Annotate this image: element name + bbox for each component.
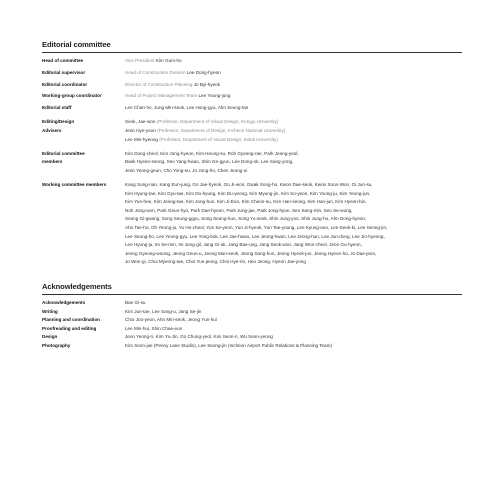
ack-row — [42, 308, 462, 317]
credit-row-committee-members — [42, 150, 462, 176]
ack-label: Planning and coordination — [42, 317, 100, 323]
role-note: Vice President — [125, 58, 155, 63]
adviser-line — [125, 127, 462, 136]
adviser-affiliation: (Professor, Department of Design, Incheon National University) — [157, 127, 286, 133]
credit-name: Kim Gum-ho — [155, 58, 182, 63]
credit-name: Lee Dong-hyeon — [186, 69, 221, 75]
ack-row — [42, 316, 462, 325]
editorial-committee-heading: Editorial committee — [42, 40, 111, 49]
member-line: Lee Hyung-ju, Im Se-min, Im Jong-gil, Jang Gi-uk, Jang Bae-ung, Jang Seok-won, Jang Won-cheol, Jeon Gu-hyeon, — [125, 242, 362, 248]
credit-label: Working committee members — [42, 182, 107, 188]
ack-label: Writing — [42, 308, 58, 314]
member-line: Jo Won-gi, Choi Myeong-tae, Choi Yun-jeong, Choi Hye-rin, Heo Jeong, Hyeon Jae-yong — [125, 259, 306, 265]
ack-value: Lee Min-hui, Shin Chae-eun — [125, 325, 183, 331]
member-line: Kim Hyung-tae, Kim Gyu-tae, Kim Do-hyung, Kim Du-yeong, Kim Myung-jin, Kim So-yeon, Kim Young-ju, Kim Yeong-jun, — [125, 190, 371, 196]
ack-value: Jeon Yeong-ri, Kim Yu-Jin, Go Chung-yeol, Kim Seon-ri, Wu Seon-yeong — [125, 334, 273, 340]
adviser-name: Seok, Jae-won — [125, 119, 156, 125]
member-line: Kang Sung-nan, Kang Eun-jung, Go Jae-hyeok, Go Ji-won, Gwak Song-ho, Kwon Dae-seok, Kwon Soon-Won, Gi Jun-su, — [125, 182, 373, 188]
ack-label: Design — [42, 334, 58, 340]
credit-row-staff — [42, 104, 462, 113]
ack-value: Bae Gi-su — [125, 300, 146, 305]
member-line: Seong Gi-gwang, Song Seung-ggyu, Song Seung-hun, Song Yu-seok, Shin Jung-yoo, Shin Jung-ho, Ahn Dong-hyeon, — [125, 216, 367, 222]
ack-label: Photography — [42, 342, 71, 348]
credit-label: Editorial committee — [42, 150, 85, 156]
role-note: Head of Construction Division — [125, 69, 186, 75]
ack-label: Proofreading and editing — [42, 325, 97, 331]
credit-label: Advisers — [42, 127, 62, 133]
role-note: Director of Construction Planning — [125, 81, 193, 87]
credit-label: Working-group coordinator — [42, 93, 102, 99]
role-note: Head of Project Management Team — [125, 93, 198, 99]
ack-row — [42, 333, 462, 342]
credit-label: Head of committee — [42, 58, 84, 63]
ack-value: Choi Joo-yeon, Ahn Min-seok, Jeong Yun-hui — [125, 317, 217, 323]
credit-name: Lee Young-jung — [198, 93, 231, 99]
credit-label: members — [42, 159, 63, 165]
adviser-name: Jeon Hye-yeon — [125, 127, 156, 133]
acknowledgements-heading: Acknowledgements — [42, 282, 112, 291]
ack-row — [42, 342, 462, 351]
adviser-line — [125, 118, 462, 127]
credit-row-head — [42, 57, 462, 66]
credit-name: Lee Chan-ho, Jung Min-seok, Lee Hong-gyu, Ahn Seung-tan — [125, 105, 249, 111]
member-line: Lee Seung-ho, Lee Yeong-gyu, Lee Yong-bok, Lee Jae-hwan, Lee Jeong-hwan, Lee Jeong-hun, Lee Jun-dong, Lee Jin-hyeong, — [125, 233, 385, 239]
adviser-affiliation: (Professor, Department of Visual Design, Kongju University) — [156, 119, 279, 125]
credit-row-coordinator — [42, 81, 462, 90]
member-line: Jeon Yeong-geun, Cho Yong-su, Jo Jong-ho, Chen Jeong-ui — [125, 167, 248, 173]
member-line: Jeong Gyeong-woong, Jeong Geun-u, Jeong Mun-seok, Jeong Sang-hun, Jeong Hyeok-jun, Jeong Hyeon-ho, Jo Dae-jeon, — [125, 250, 377, 256]
section-divider — [42, 52, 462, 53]
ack-label: Acknowledgements — [42, 300, 86, 305]
credit-label: Editorial supervisor — [42, 69, 86, 75]
ack-value: Kim Jun-tae, Lee Sang-u, Jang Se-jin — [125, 308, 202, 314]
ack-row — [42, 325, 462, 334]
ack-value: Kim Seon-jae (Penny Lane Studio), Lee Seong-jin (Incheon Airport Public Relations & Planning Team) — [125, 342, 333, 348]
member-line: Baek Hyeon-seong, Seo Yang-hwan, Shin Ge-gyun, Lee Dong-ok, Lee Sang-yong, — [125, 159, 294, 165]
adviser-name: Lee Min-hyeong — [125, 136, 158, 142]
credit-label: Editorial coordinator — [42, 81, 88, 87]
credit-row-supervisor — [42, 69, 462, 78]
adviser-line — [125, 136, 462, 145]
credit-row-design-advisers — [42, 118, 462, 144]
adviser-affiliation: (Professor, Department of Visual Design, Induk University) — [159, 136, 278, 142]
member-line: Kim Dong-cheol, Kim Jong-hyeon, Kim Heung-su, Roh Gyeong-rae, Park Jeong-yeol, — [125, 150, 299, 156]
credit-name: Jo Byi-hyeok — [193, 81, 221, 87]
member-line: Kim Yun-hee, Kim Jeong-tae, Kim Jong-hun, Kim Ji-Eun, Kim Cheon-su, Kim Han-seong, Kim Han-jun, Kim Hyeon-bin, — [125, 199, 367, 205]
member-line: Ahn Tae-ho, Oh Yeong-ju, Yu Ho-cheol, Yun Se-yeon, Yun Ji-hyeok, Yun Tae-young, Lee Kyung-eun, Lee Deok-ki, Lee Seong-jin, — [125, 225, 388, 231]
credit-label: Editorial staff — [42, 105, 72, 111]
credits-page — [42, 40, 462, 351]
credit-label: Editing/Design — [42, 119, 75, 125]
credit-row-wg-coordinator — [42, 92, 462, 101]
credit-row-working-members — [42, 181, 462, 267]
section-divider — [42, 294, 462, 295]
ack-row — [42, 299, 462, 308]
member-line: Noh Jong-won, Park Geun-hyo, Park Dae-hyeon, Park Jung-jae, Park Jong-hyun, Seo Sang-min, Seo Se-wung, — [125, 207, 353, 213]
